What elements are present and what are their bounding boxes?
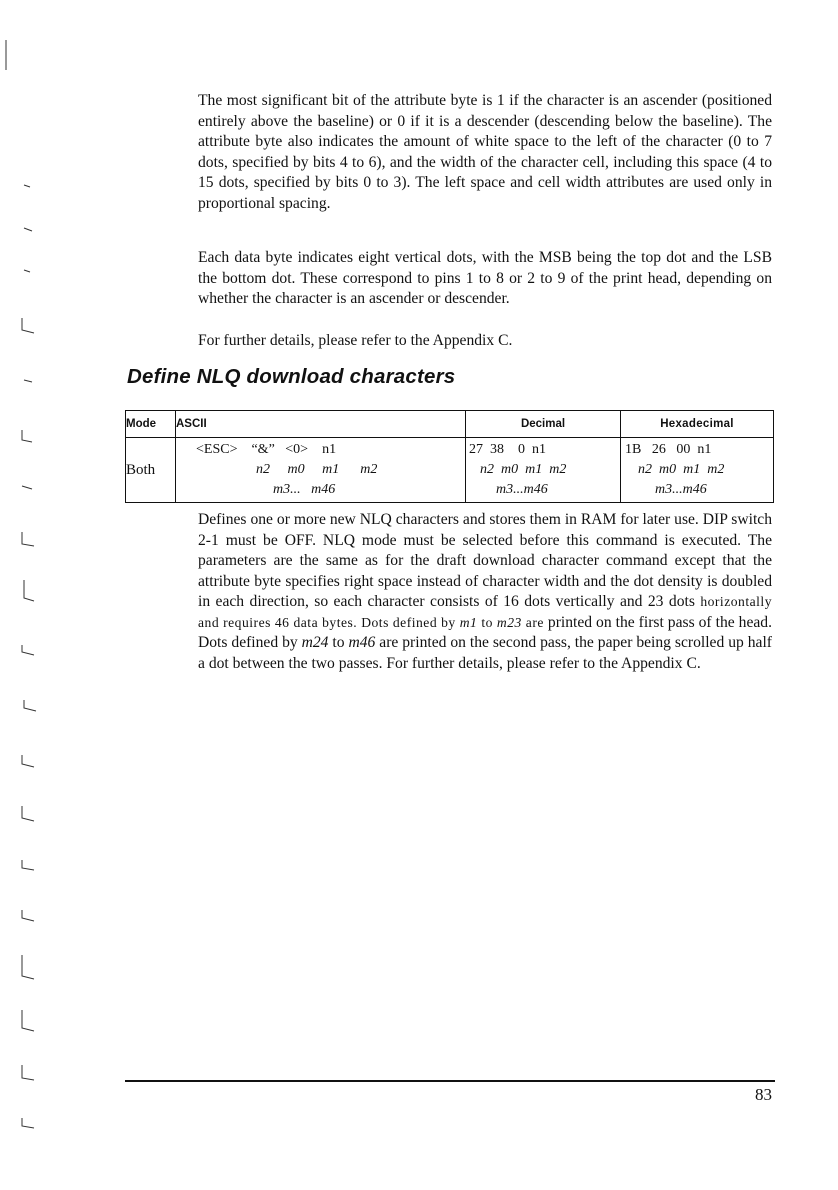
command-description — [198, 510, 772, 674]
table-header-row — [126, 411, 774, 438]
decimal-line-2: n2 m0 m1 m2 — [480, 462, 567, 477]
header-mode: Mode — [126, 411, 176, 438]
mode-cell: Both — [126, 438, 176, 503]
description-text-1: Defines one or more new NLQ characters and stores them in RAM for later use. DIP switch 2-1 must be OFF. NLQ mode must be selected before this command is executed. The parameters are the same as for the draft download character command except that the attribute byte specifies right space instead of character width and the dot density is doubled in each direction, so each character consists of 16 dots vertically and 23 dots — [198, 511, 772, 610]
decimal-line-3: m3...m46 — [496, 482, 548, 497]
appendix-reference: For further details, please refer to the Appendix C. — [198, 332, 513, 349]
param-m24: m24 — [301, 634, 329, 651]
data-byte-paragraph: Each data byte indicates eight vertical dots, with the MSB being the top dot and the LSB the bottom dot. These correspond to pins 1 to 8 or 2 to 9 of the print head, depending on whether the character is an ascender or descender. — [198, 249, 772, 307]
ascii-line-3: m3... m46 — [273, 482, 336, 497]
header-decimal: Decimal — [466, 411, 621, 438]
param-m1: m1 — [459, 614, 478, 630]
description-are-1: are — [521, 614, 544, 630]
description-text-3: printed on the first pass of the head. Dots defined by — [198, 613, 772, 651]
param-m23: m23 — [496, 614, 522, 630]
header-ascii: ASCII — [176, 411, 466, 438]
ascii-line-2: n2 m0 m1 m2 — [256, 462, 378, 477]
description-to-2: to — [328, 634, 349, 651]
ascii-line-1: <ESC> “&” <0> n1 — [196, 442, 337, 457]
binding-edge-marks — [0, 0, 40, 1190]
section-heading: Define NLQ download characters — [127, 365, 456, 388]
hex-line-1: 1B 26 00 n1 — [625, 442, 712, 457]
hex-line-2: n2 m0 m1 m2 — [638, 462, 725, 477]
header-hexadecimal: Hexadecimal — [621, 411, 774, 438]
param-m46: m46 — [348, 634, 376, 651]
hex-line-3: m3...m46 — [655, 482, 707, 497]
description-text-4: are printed on the second pass, the paper being scrolled up half a dot between the two passes. For further details, please refer to the Appendix C. — [198, 634, 772, 672]
table-row — [126, 438, 774, 503]
hex-cell — [621, 438, 774, 503]
command-table — [125, 410, 774, 503]
page-number: 83 — [755, 1085, 772, 1104]
decimal-cell — [466, 438, 621, 503]
description-to-1: to — [477, 614, 497, 630]
ascii-cell — [176, 438, 466, 503]
description-text-2: horizontally and requires 46 data bytes. Dots defined by — [198, 594, 772, 630]
attribute-byte-paragraph: The most significant bit of the attribute byte is 1 if the character is an ascender (positioned entirely above the baseline) or 0 if it is a descender (descending below the baseline). The attribute byte also indicates the amount of white space to the left of the character (0 to 7 dots, specified by bits 4 to 6), and the width of the character cell, including this space (4 to 15 dots, specified by bits 0 to 3). The left space and cell width attributes are used only in proportional spacing. — [198, 92, 772, 212]
decimal-line-1: 27 38 0 n1 — [469, 442, 546, 457]
footer-rule — [125, 1080, 775, 1082]
